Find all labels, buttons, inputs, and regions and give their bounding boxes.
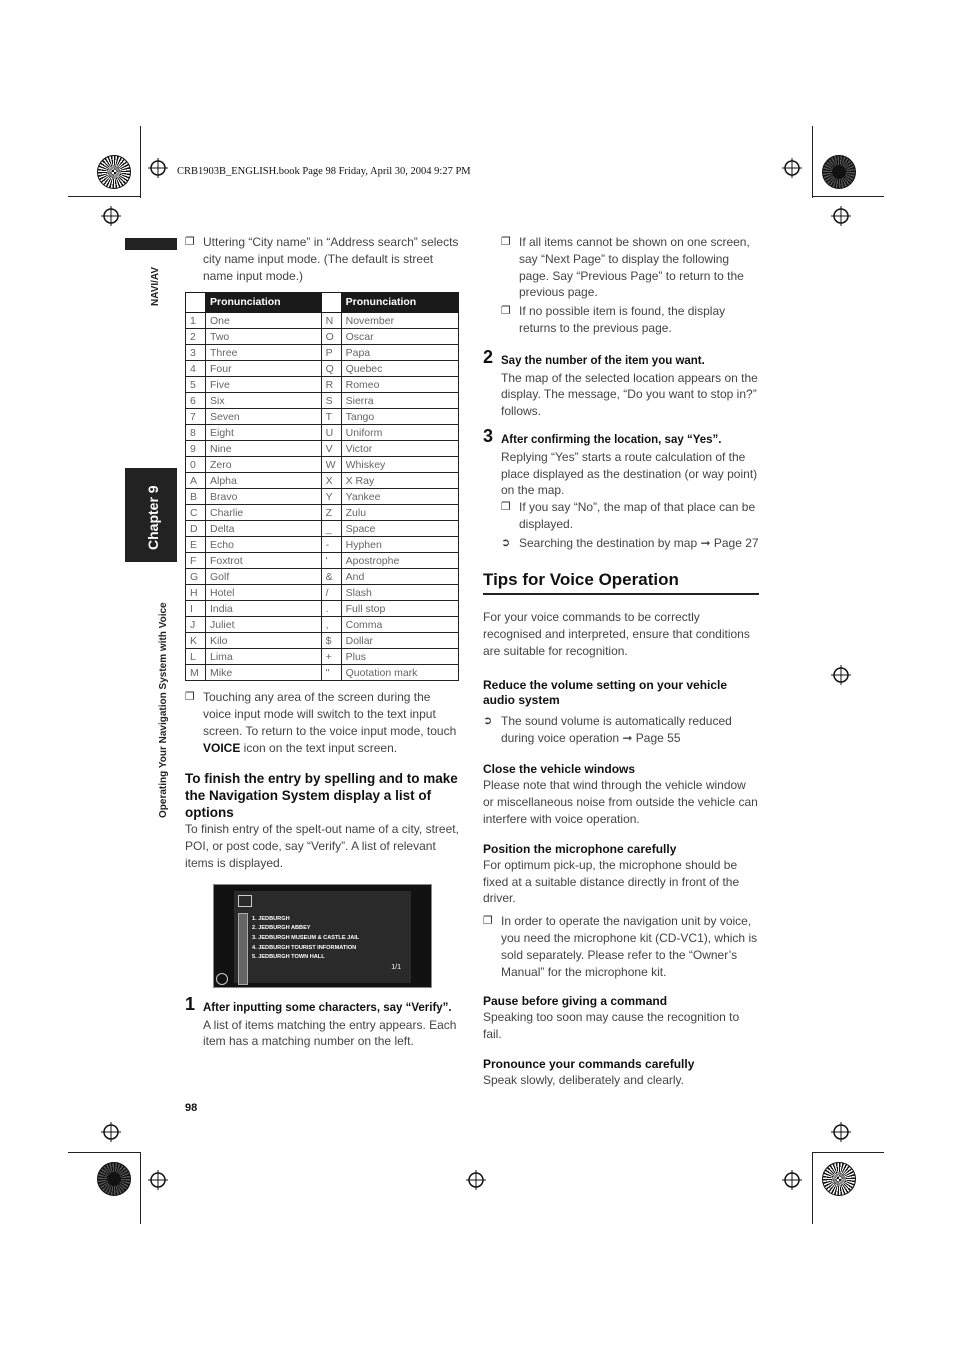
table-row (186, 633, 459, 649)
tip-heading: Pause before giving a command (483, 994, 668, 1009)
step-number: 3 (483, 425, 494, 446)
paragraph: For your voice commands to be correctly recognised and interpreted, ensure that conditions are suitable for recognition. (483, 610, 750, 658)
table-cell-word: Quotation mark (341, 665, 458, 681)
list-item (185, 234, 461, 284)
table-cell-key: ' (321, 553, 341, 569)
table-cell-key: $ (321, 633, 341, 649)
registration-mark-icon (831, 665, 851, 685)
table-cell-word: Hyphen (341, 537, 458, 553)
table-cell-word: Slash (341, 585, 458, 601)
page-number: 98 (185, 1102, 198, 1114)
step-3 (483, 425, 759, 552)
table-row (186, 313, 459, 329)
reference-arrow-icon: ➲ (501, 536, 511, 549)
crop-mark (812, 1152, 813, 1224)
table-cell-word: Bravo (206, 489, 322, 505)
table-row (186, 585, 459, 601)
scrollbar (238, 913, 248, 985)
table-cell-key: - (321, 537, 341, 553)
bullet-text: In order to operate the navigation unit by voice, you need the microphone kit (CD-VC1), which is sold separately. Please refer to the “Owner’s Manual” for the microphone kit. (501, 914, 758, 979)
checkbox-icon: ❐ (185, 691, 195, 704)
table-cell-key: X (321, 473, 341, 489)
table-row (186, 665, 459, 681)
table-cell-key: & (321, 569, 341, 585)
tip-heading: Position the microphone carefully (483, 841, 677, 856)
table-cell-word: Seven (206, 409, 322, 425)
table-row (186, 489, 459, 505)
print-header: CRB1903B_ENGLISH.book Page 98 Friday, April 30, 2004 9:27 PM (177, 166, 471, 177)
table-cell-key: 0 (186, 457, 206, 473)
back-icon (216, 973, 228, 985)
table-cell-word: Tango (341, 409, 458, 425)
registration-mark-icon (466, 1170, 486, 1190)
step-body: A list of items matching the entry appears. Each item has a matching number on the left. (203, 1017, 457, 1049)
table-cell-key: 2 (186, 329, 206, 345)
table-cell-key: 7 (186, 409, 206, 425)
table-cell-key: _ (321, 521, 341, 537)
table-cell-word: Two (206, 329, 322, 345)
table-header-blank (186, 293, 206, 313)
color-target-icon (822, 155, 856, 189)
table-cell-word: Uniform (341, 425, 458, 441)
table-header-row (186, 293, 459, 313)
table-cell-word: Sierra (341, 393, 458, 409)
list-item (501, 303, 759, 337)
table-cell-word: Delta (206, 521, 322, 537)
paragraph: Speaking too soon may cause the recognition to fail. (483, 1010, 740, 1042)
paragraph: To finish entry of the spelt-out name of a city, street, POI, or post code, say “Verify”. A list of relevant items is displayed. (185, 822, 459, 870)
table-cell-word: Apostrophe (341, 553, 458, 569)
side-label-navi-av: NAVI/AV (150, 266, 161, 306)
table-cell-key: / (321, 585, 341, 601)
tip-heading: Reduce the volume setting on your vehicle audio system (483, 677, 728, 707)
registration-mark-icon (831, 206, 851, 226)
section-title: Tips for Voice Operation (483, 572, 759, 596)
bullet-text: If you say “No”, the map of that place can be displayed. (519, 500, 756, 531)
table-cell-word: Four (206, 361, 322, 377)
table-cell-word: Comma (341, 617, 458, 633)
table-row (186, 649, 459, 665)
table-row (186, 329, 459, 345)
left-column (185, 234, 461, 1050)
table-row (186, 569, 459, 585)
table-row (186, 425, 459, 441)
table-cell-key: D (186, 521, 206, 537)
table-cell-word: Six (206, 393, 322, 409)
result-list-item: 1. JEDBURGH (252, 915, 290, 922)
table-cell-key: G (186, 569, 206, 585)
step-1 (185, 993, 461, 1050)
checkbox-icon: ❐ (501, 236, 511, 248)
table-header: Pronunciation (206, 293, 322, 313)
table-cell-key: B (186, 489, 206, 505)
table-cell-key: A (186, 473, 206, 489)
table-cell-word: Nine (206, 441, 322, 457)
voice-icon-label: VOICE (203, 740, 241, 755)
table-row (186, 345, 459, 361)
table-cell-key: , (321, 617, 341, 633)
table-cell-word: Eight (206, 425, 322, 441)
registration-mark-icon (148, 1170, 168, 1190)
table-cell-key: W (321, 457, 341, 473)
table-cell-word: Plus (341, 649, 458, 665)
table-row (186, 393, 459, 409)
bullet-text: Touching any area of the screen during the voice input mode will switch to the text input screen. To return to the voice input mode, touch (203, 690, 457, 738)
table-row (186, 617, 459, 633)
table-cell-key: S (321, 393, 341, 409)
navigation-screenshot (213, 884, 432, 988)
right-column (483, 234, 759, 1089)
checkbox-icon: ❐ (483, 915, 493, 928)
list-item (501, 499, 759, 533)
voice-icon (238, 895, 252, 907)
table-cell-word: Dollar (341, 633, 458, 649)
table-cell-word: Hotel (206, 585, 322, 601)
table-cell-word: Romeo (341, 377, 458, 393)
table-cell-key: H (186, 585, 206, 601)
table-cell-key: Z (321, 505, 341, 521)
table-cell-word: Zero (206, 457, 322, 473)
table-row (186, 377, 459, 393)
list-item (185, 689, 461, 756)
section-heading: To finish the entry by spelling and to make the Navigation System display a list of options (185, 771, 458, 821)
table-row (186, 521, 459, 537)
reference-text: The sound volume is automatically reduced during voice operation ➞ Page 55 (501, 713, 732, 745)
paragraph: Speak slowly, deliberately and clearly. (483, 1072, 684, 1087)
step-body: Replying “Yes” starts a route calculation of the place displayed as the destination (or way point) on the map. (501, 449, 758, 498)
list-item (483, 713, 759, 747)
table-cell-word: Three (206, 345, 322, 361)
table-cell-word: Juliet (206, 617, 322, 633)
paragraph: Please note that wind through the vehicle window or miscellaneous noise from outside the vehicle can interfere with voice operation. (483, 778, 758, 826)
table-row (186, 505, 459, 521)
registration-mark-icon (101, 1122, 121, 1142)
table-cell-key: 8 (186, 425, 206, 441)
paragraph: For optimum pick-up, the microphone should be fixed at a suitable distance directly in front of the driver. (483, 857, 740, 906)
table-cell-word: Oscar (341, 329, 458, 345)
chapter-label: Chapter 9 (145, 485, 161, 550)
crop-mark (140, 126, 141, 198)
table-cell-key: N (321, 313, 341, 329)
result-list (252, 915, 359, 963)
table-cell-key: M (186, 665, 206, 681)
result-list-item: 5. JEDBURGH TOWN HALL (252, 954, 325, 961)
section-side-label: Operating Your Navigation System with Voice (158, 602, 169, 818)
step-2 (483, 346, 759, 420)
table-cell-word: Five (206, 377, 322, 393)
table-cell-word: X Ray (341, 473, 458, 489)
table-cell-word: Mike (206, 665, 322, 681)
color-target-icon (97, 1162, 131, 1196)
table-cell-key: 6 (186, 393, 206, 409)
table-cell-word: Quebec (341, 361, 458, 377)
bullet-text: If all items cannot be shown on one screen, say “Next Page” to display the following page. Say “Previous Page” to return to the previous page. (519, 235, 750, 300)
table-cell-key: 5 (186, 377, 206, 393)
registration-mark-icon (782, 158, 802, 178)
result-list-item: 3. JEDBURGH MUSEUM & CASTLE JAIL (252, 934, 360, 941)
table-cell-word: Yankee (341, 489, 458, 505)
list-item (501, 535, 759, 552)
table-cell-word: November (341, 313, 458, 329)
step-number: 1 (185, 993, 196, 1014)
registration-mark-icon (782, 1170, 802, 1190)
tip-heading: Close the vehicle windows (483, 762, 636, 777)
tip-heading: Pronounce your commands carefully (483, 1056, 695, 1071)
registration-mark-icon (148, 158, 168, 178)
registration-mark-icon (101, 206, 121, 226)
checkbox-icon: ❐ (185, 236, 195, 248)
table-row (186, 457, 459, 473)
table-cell-key: P (321, 345, 341, 361)
table-cell-key: + (321, 649, 341, 665)
table-cell-word: Whiskey (341, 457, 458, 473)
table-cell-key: 3 (186, 345, 206, 361)
table-row (186, 553, 459, 569)
bullet-text: If no possible item is found, the display returns to the previous page. (519, 304, 726, 335)
table-cell-word: Charlie (206, 505, 322, 521)
crop-mark (140, 1152, 141, 1224)
screen-panel (234, 891, 411, 983)
table-row (186, 473, 459, 489)
table-header-blank (321, 293, 341, 313)
table-row (186, 409, 459, 425)
table-row (186, 361, 459, 377)
table-cell-key: T (321, 409, 341, 425)
table-cell-word: Kilo (206, 633, 322, 649)
table-cell-key: V (321, 441, 341, 457)
table-cell-key: 1 (186, 313, 206, 329)
table-cell-word: Foxtrot (206, 553, 322, 569)
table-cell-key: U (321, 425, 341, 441)
side-tab-bar (125, 238, 177, 250)
table-cell-key: 4 (186, 361, 206, 377)
table-cell-key: " (321, 665, 341, 681)
crop-mark (812, 126, 813, 198)
checkbox-icon: ❐ (501, 501, 511, 514)
table-cell-key: L (186, 649, 206, 665)
table-cell-key: Y (321, 489, 341, 505)
table-cell-word: Echo (206, 537, 322, 553)
result-list-item: 2. JEDBURGH ABBEY (252, 925, 311, 932)
list-item (483, 913, 759, 980)
registration-mark-icon (831, 1122, 851, 1142)
list-item (501, 234, 759, 301)
step-title: Say the number of the item you want. (501, 354, 705, 367)
table-cell-word: Papa (341, 345, 458, 361)
table-cell-key: O (321, 329, 341, 345)
bullet-text: Uttering “City name” in “Address search” selects city name input mode. (The default is street name input mode.) (203, 235, 459, 283)
table-cell-word: India (206, 601, 322, 617)
reference-text: Searching the destination by map ➞ Page 27 (519, 535, 759, 550)
crop-mark (68, 1152, 140, 1153)
table-cell-word: Zulu (341, 505, 458, 521)
crop-mark (68, 196, 140, 197)
table-cell-key: Q (321, 361, 341, 377)
bullet-text: icon on the text input screen. (240, 740, 398, 755)
table-header: Pronunciation (341, 293, 458, 313)
table-row (186, 537, 459, 553)
table-cell-key: 9 (186, 441, 206, 457)
table-cell-word: Golf (206, 569, 322, 585)
table-cell-word: One (206, 313, 322, 329)
reference-arrow-icon: ➲ (483, 714, 493, 727)
table-cell-key: . (321, 601, 341, 617)
table-row (186, 601, 459, 617)
table-cell-word: Victor (341, 441, 458, 457)
table-cell-key: K (186, 633, 206, 649)
page-indicator: 1/1 (391, 963, 401, 971)
table-row (186, 441, 459, 457)
table-cell-word: Space (341, 521, 458, 537)
table-body (186, 313, 459, 681)
table-cell-word: Alpha (206, 473, 322, 489)
step-number: 2 (483, 346, 494, 367)
crop-mark (812, 1152, 884, 1153)
step-body: The map of the selected location appears on the display. The message, “Do you want to stop in?” follows. (501, 370, 758, 419)
checkbox-icon: ❐ (501, 305, 511, 318)
table-cell-word: And (341, 569, 458, 585)
table-cell-word: Lima (206, 649, 322, 665)
table-cell-key: E (186, 537, 206, 553)
table-cell-key: J (186, 617, 206, 633)
table-cell-key: F (186, 553, 206, 569)
crop-mark (812, 196, 884, 197)
color-target-icon (822, 1162, 856, 1196)
table-cell-key: R (321, 377, 341, 393)
color-target-icon (97, 155, 131, 189)
step-title: After inputting some characters, say “Verify”. (203, 1001, 452, 1014)
phonetic-table (185, 292, 459, 681)
table-cell-word: Full stop (341, 601, 458, 617)
table-cell-key: I (186, 601, 206, 617)
table-cell-key: C (186, 505, 206, 521)
step-title: After confirming the location, say “Yes”. (501, 433, 722, 446)
result-list-item: 4. JEDBURGH TOURIST INFORMATION (252, 944, 357, 951)
